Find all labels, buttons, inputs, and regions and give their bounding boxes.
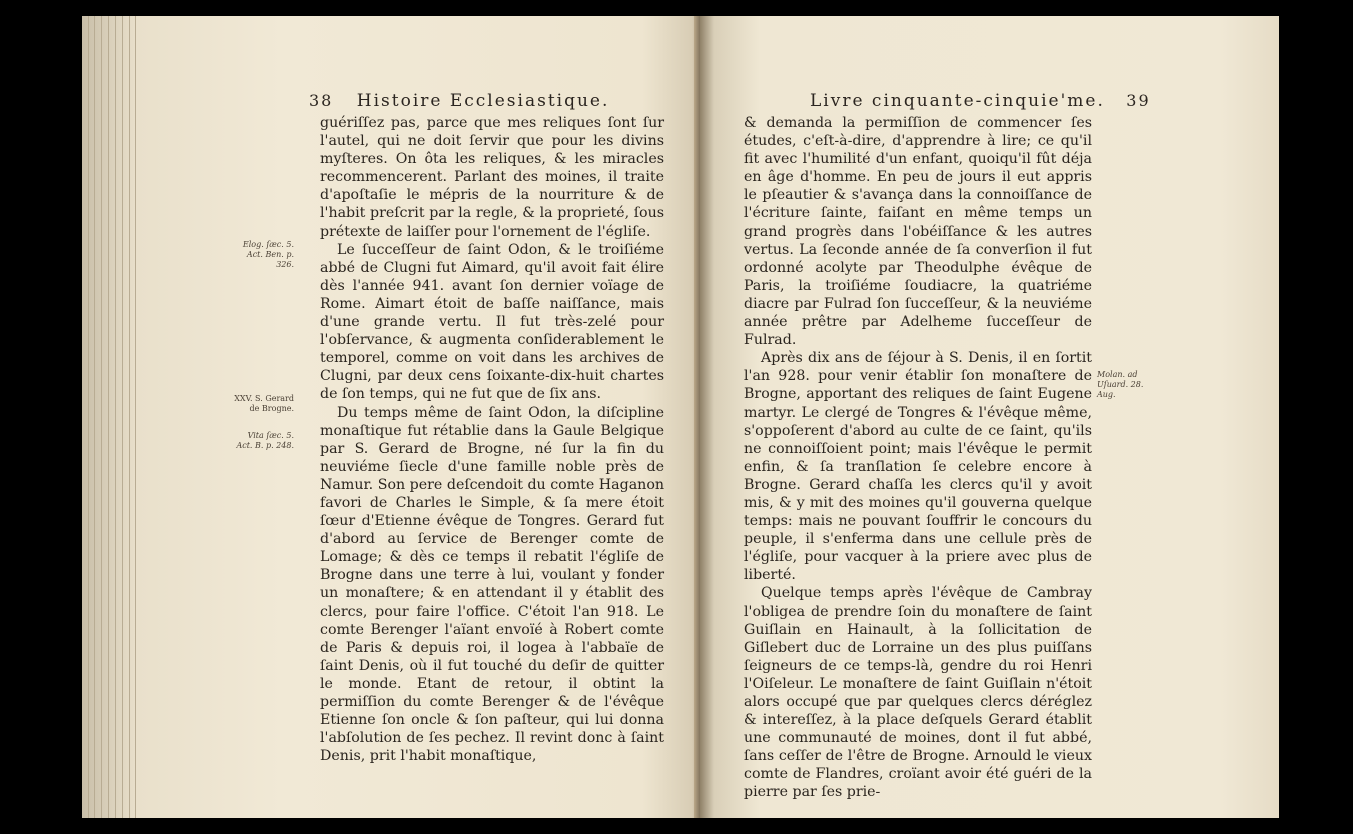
paragraph: guériſſez pas, parce que mes reliques ſont ſur l'autel, qui ne doit ſervir que pour les divins myſteres. On ôta les reliques, & les miracles recommencerent. Parlant des moines, il traite d'apoſtaſie le mépris de la nourriture & de l'habit preſcrit par la regle, & la proprieté, ſous prétexte de laiſſer pour l'ornement de l'égliſe. (320, 115, 664, 240)
left-text-column (320, 114, 664, 765)
paragraph: Du temps même de ſaint Odon, la diſcipline monaſtique fut rétablie dans la Gaule Belgique par S. Gerard de Brogne, né ſur la fin du neuviéme ſiecle d'une famille noble près de Namur. Son pere deſcendoit du comte Haganon favori de Charles le Simple, & ſa mere étoit ſœur d'Etienne évêque de Tongres. Gerard fut d'abord au ſervice de Berenger comte de Lomage; & dès ce temps il rebatit l'égliſe de Brogne dans une terre à lui, voulant y fonder un monaſtere; & en attendant il y établit des clercs, pour faire l'office. C'étoit l'an 918. Le comte Berenger l'aïant envoïé à Robert comte de Paris & depuis roi, il logea à l'abbaïe de ſaint Denis, où il fut touché du deſir de quitter le monde. Etant de retour, il obtint la permiſſion du comte Berenger & de l'évêque Etienne ſon oncle & ſon paſteur, qui lui donna l'abſolution de ſes pechez. Il revint donc à ſaint Denis, prit l'habit monaſtique, (320, 404, 664, 765)
right-text-column (744, 114, 1092, 802)
paragraph: & demanda la permiſſion de commencer ſes études, c'eſt-à-dire, d'apprendre à lire; ce qu'il fit avec l'humilité d'un enfant, quoiqu'il fût déja en âge d'homme. En peu de jours il eut appris le pſeautier & s'avança dans la connoiſſance de l'écriture ſainte, faiſant en même temps un grand progrès dans l'obéiſſance & les autres vertus. La ſeconde année de ſa converſion il fut ordonné acolyte par Theodulphe évêque de Paris, la troiſiéme ſoudiacre, la quatriéme diacre par Fulrad ſon ſucceſſeur, & la neuviéme année prêtre par Adelheme ſucceſſeur de Fulrad. (744, 115, 1092, 349)
left-running-head (309, 91, 609, 111)
open-book (82, 16, 1279, 818)
margin-note-2: XXV. S. Gerard de Brogne. (234, 394, 294, 413)
left-title: Histoire Ecclesiastique. (356, 91, 610, 111)
left-page-number: 38 (309, 91, 334, 110)
left-page (82, 16, 700, 818)
right-page-number: 39 (1126, 91, 1151, 110)
paragraph: Après dix ans de ſéjour à S. Denis, il en ſortit l'an 928. pour venir établir ſon monaſtere de Brogne, apportant des reliques de ſaint Eugene martyr. Le clergé de Tongres & l'évêque même, s'oppoſerent d'abord au culte de ce ſaint, qu'ils ne connoiſſoient point; mais l'évêque le permit enfin, & ſa tranſlation ſe celebre encore à Brogne. Gerard chaſſa les clercs qu'il y avoit mis, & y mit des moines qu'il gouverna quelque temps: mais ne pouvant ſouffrir le concours du peuple, il s'enferma dans une cellule près de l'égliſe, pour vacquer à la priere avec plus de liberté. (744, 350, 1092, 584)
margin-note-1: Elog. ſæc. 5. Act. Ben. p. 326. (242, 240, 294, 269)
margin-note-right: Molan. ad Uſuard. 28. Aug. (1097, 370, 1144, 399)
right-title: Livre cinquante-cinquie'me. (810, 91, 1105, 111)
right-page (700, 16, 1279, 818)
paragraph: Le ſucceſſeur de ſaint Odon, & le troiſiéme abbé de Clugni fut Aimard, qu'il avoit fait élire dès l'année 941. avant ſon dernier voïage de Rome. Aimart étoit de baſſe naiſſance, mais d'une grande vertu. Il fut très-zelé pour l'obſervance, & augmenta conſiderablement le temporel, comme on voit dans les archives de Clugni, par deux cens ſoixante-dix-huit chartes de ſon temps, qui ne fut que de ſix ans. (320, 241, 664, 403)
page-edges (82, 16, 142, 818)
margin-note-3: Vita ſæc. 5. Act. B. p. 248. (236, 431, 294, 450)
right-running-head (810, 91, 1151, 111)
paragraph: Quelque temps après l'évêque de Cambray l'obligea de prendre ſoin du monaſtere de ſaint Guiſlain en Hainault, à la ſollicitation de Giſlebert duc de Lorraine un des plus puiſſans ſeigneurs de ce temps-là, gendre du roi Henri l'Oiſeleur. Le monaſtere de ſaint Guiſlain n'étoit alors occupé que par quelques clercs déréglez & intereſſez, à la place deſquels Gerard établit une communauté de moines, dont il fut abbé, ſans ceſſer de l'être de Brogne. Arnould le vieux comte de Flandres, croïant avoir été guéri de la pierre par ſes prie- (744, 585, 1092, 801)
